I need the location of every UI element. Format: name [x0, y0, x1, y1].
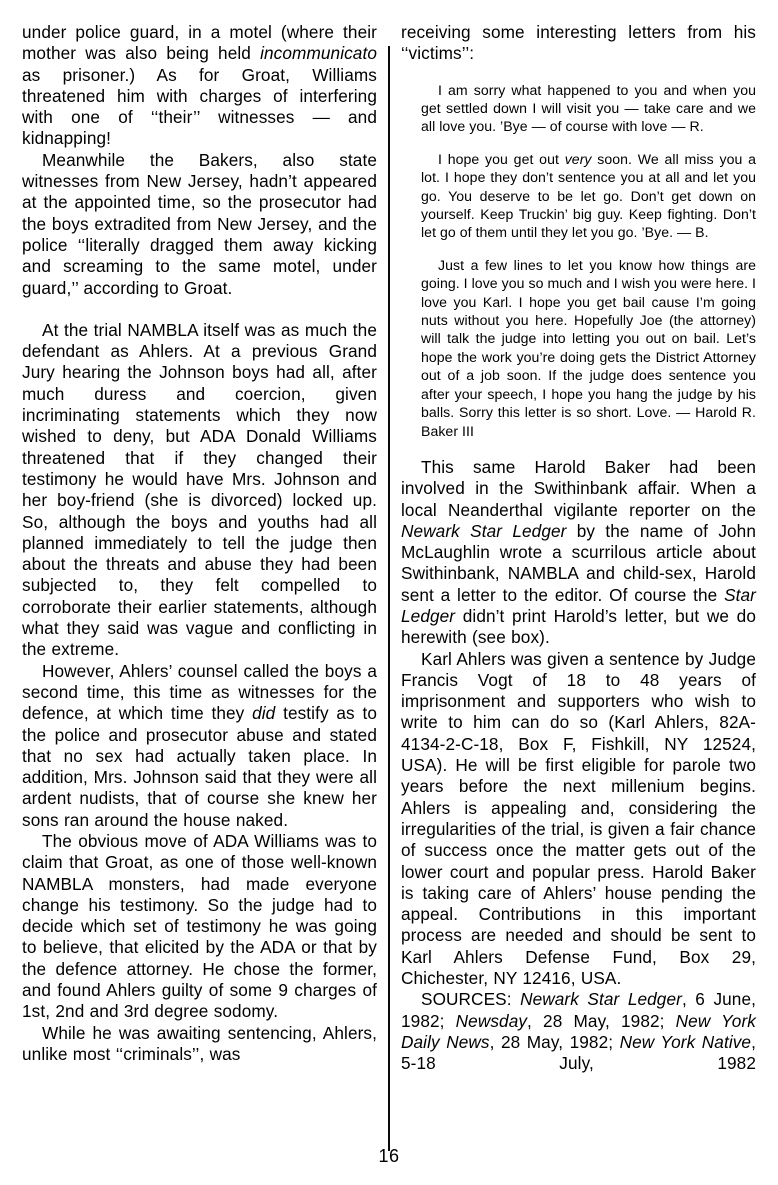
paragraph-receiving-letters: [401, 22, 756, 65]
italic-run: very: [564, 150, 592, 167]
italic-run: Star Ledger: [401, 584, 756, 626]
paragraph-bakers: [22, 150, 377, 299]
text-run: Meanwhile the Bakers, also state witnesses from New Jersey, hadn’t appeared at the appointed time, so the prosecutor had the boys extradited from New Jersey, and the police ‘‘literally dragged them away kicking and screaming to the same motel, under guard,’’ according to Groat.: [22, 149, 377, 298]
text-run: However, Ahlers’ counsel called the boys a second time, this time as witnesses for the defence, at which time they: [22, 660, 377, 724]
paragraph-counsel: [22, 661, 377, 831]
page-number: 16: [378, 1146, 400, 1166]
text-run: The obvious move of ADA Williams was to claim that Groat, as one of those well-known NAMBLA monsters, had made everyone change his testimony. So the judge had to decide which set of testimony he was going to believe, that elicited by the ADA or that by the defence attorney. He chose the former, and found Ahlers guilty of some 9 charges of 1st, 2nd and 3rd degree sodomy.: [22, 830, 377, 1022]
text-run: , 5-18 July, 1982: [401, 1031, 756, 1074]
text-run: This same Harold Baker had been involved in the Swithinbank affair. When a local Neanderthal vigilante reporter on the: [401, 456, 756, 520]
paragraph-swithinbank: [401, 457, 756, 649]
italic-run: New York Native: [619, 1031, 752, 1052]
text-run: , 6 June, 1982;: [401, 989, 756, 1031]
paragraph-obvious-move: [22, 831, 377, 1023]
quoted-letters-block: [401, 81, 756, 440]
text-run: soon. We all miss you a lot. I hope they don’t sentence you at all and let you go. You deserve to be let go. Don’t get down on yourself. Keep Truckin’ big guy. Keep fighting. Don’t let go of them until they let you go. ’Bye. — B.: [421, 150, 756, 241]
italic-run: New York Daily News: [401, 1010, 756, 1052]
text-run: I hope you get out: [438, 150, 565, 167]
text-run: Just a few lines to let you know how things are going. I love you so much and I wish you were here. I love you Karl. I hope you get bail cause I’m going nuts without you here. Hopefully Joe (the attorney) will talk the judge into letting you out on bail. Let’s hope the work you’re doing gets the District Attorney out of a job soon. If the judge does sentence you after your speech, I hope you hang the judge by his balls. Sorry this letter is so short. Love. — Harold R. Baker III: [421, 256, 756, 439]
text-run: receiving some interesting letters from his ‘‘victims’’:: [401, 22, 756, 64]
text-run: , 28 May, 1982;: [489, 1031, 620, 1052]
paragraph-sentence: [401, 649, 756, 990]
text-run: didn’t print Harold’s letter, but we do herewith (see box).: [401, 605, 756, 648]
italic-run: Newsday: [455, 1010, 528, 1031]
paragraph-awaiting-sentencing: [22, 1023, 377, 1066]
paragraph-trial: [22, 320, 377, 661]
column-divider-rule: [388, 46, 390, 1151]
text-run: I am sorry what happened to you and when you get settled down I will visit you — take care and we all love you. ’Bye — of course with love — R.: [421, 81, 756, 135]
left-column: [22, 22, 377, 1065]
quoted-letter-r: [421, 81, 756, 136]
text-run: as prisoner.) As for Groat, Williams threatened him with charges of interfering with one of ‘‘their’’ witnesses — and kidnapping!: [22, 64, 377, 149]
sources-line: [401, 989, 756, 1074]
text-run: SOURCES:: [421, 989, 521, 1010]
right-column: [401, 22, 756, 1075]
italic-run: did: [252, 703, 276, 724]
text-run: , 28 May, 1982;: [527, 1010, 676, 1031]
quoted-letter-harold: [421, 256, 756, 440]
text-run: While he was awaiting sentencing, Ahlers, unlike most ‘‘criminals’’, was: [22, 1022, 377, 1064]
quoted-letter-b: [421, 150, 756, 242]
text-run: testify as to the police and prosecutor abuse and stated that no sex had actually taken place. In addition, Mrs. Johnson said that they were all ardent nudists, that of course she knew her sons ran around the house naked.: [22, 703, 377, 830]
page-columns: [0, 22, 778, 1132]
text-run: by the name of John McLaughlin wrote a scurrilous article about Swithinbank, NAMBLA and child-sex, Harold sent a letter to the editor. Of course the: [401, 520, 756, 605]
italic-run: Newark Star Ledger: [520, 989, 682, 1010]
text-run: under police guard, in a motel (where their mother was also being held: [22, 22, 377, 64]
text-run: Karl Ahlers was given a sentence by Judge Francis Vogt of 18 to 48 years of imprisonment and supporters who wish to write to him can do so (Karl Ahlers, 82A-4134-2-C-18, Box F, Fishkill, NY 12524, USA). He will be first eligible for parole two years before the next millenium begins. Ahlers is appealing and, considering the irregularities of the trial, is given a fair chance of success once the matter gets out of the lower court and popular press. Harold Baker is taking care of Ahlers’ house pending the appeal. Contributions in this important process are needed and should be sent to Karl Ahlers Defense Fund, Box 29, Chichester, NY 12416, USA.: [401, 648, 756, 989]
text-run: At the trial NAMBLA itself was as much the defendant as Ahlers. At a previous Grand Jury hearing the Johnson boys had all, after much duress and coercion, given incriminating statements which they now wished to deny, but ADA Donald Williams threatened that if they changed their testimony he would have Mrs. Johnson and her boy-friend (she is divorced) locked up. So, although the boys and youths had all planned immediately to tell the judge then about the threats and abuse they had been subjected to, they felt compelled to corroborate their earlier statements, although what they said was vague and conflicting in the extreme.: [22, 319, 377, 660]
italic-run: incommunicato: [260, 43, 377, 64]
paragraph-continued: [22, 22, 377, 150]
italic-run: Newark Star Ledger: [401, 520, 567, 541]
